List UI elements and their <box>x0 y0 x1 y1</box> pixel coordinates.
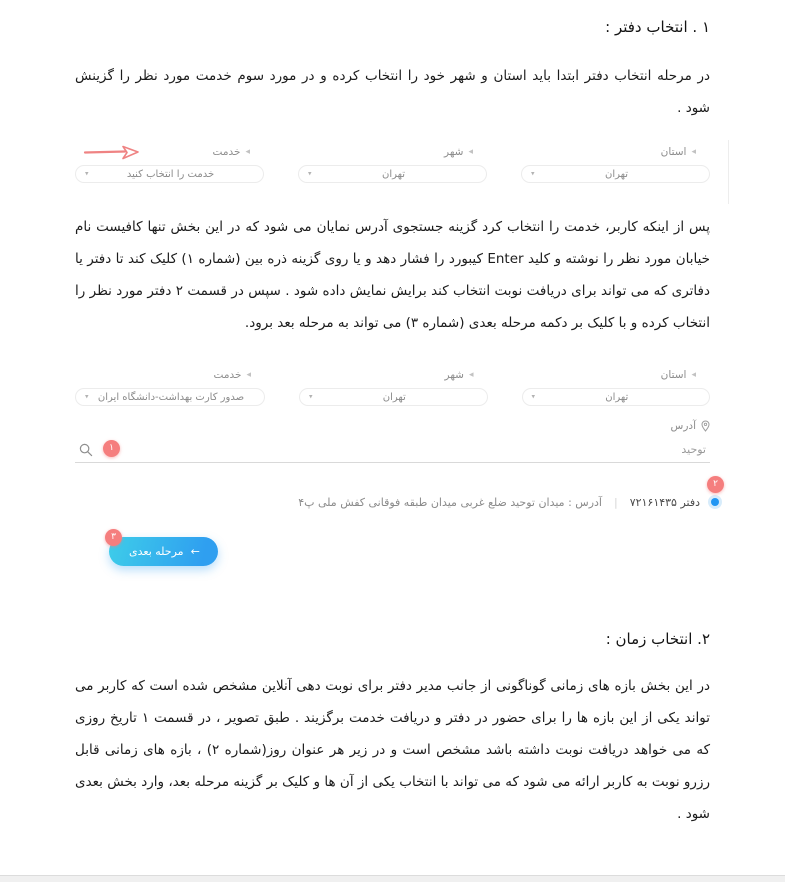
office-name: دفتر ۷۲۱۶۱۴۳۵ <box>629 495 700 509</box>
section1-paragraph-2: پس از اینکه کاربر، خدمت را انتخاب کرد گزینه جستجوی آدرس نمایان می شود که در این بخش تنها کافیست نام خیابان مورد نظر را نوشته و کلید Enter کیبورد را فشار دهد و یا روی گزینه ذره بین (شماره ۱) کلیک کند تا دفتر یا دفاتری که می تواند برای دریافت نوبت انتخاب کند برایش نمایش داده شود . سپس در قسمت ۲ دفتر مورد نظر را انتخاب کرده و با کلیک بر دکمه مرحله بعدی (شماره ۳) می تواند به مرحله بعد برود. <box>75 219 711 331</box>
address-search-input[interactable] <box>75 436 710 463</box>
province-select[interactable] <box>522 388 711 406</box>
next-step-button-label: مرحله بعدی <box>129 545 184 558</box>
field-marker-icon: ◂ <box>246 369 251 380</box>
service-placeholder: خدمت را انتخاب کنید <box>126 168 215 180</box>
service-select[interactable] <box>75 165 264 183</box>
office-filter-form-screenshot <box>75 144 710 183</box>
radio-dot <box>711 498 719 506</box>
service-label <box>75 144 264 160</box>
province-field <box>521 144 710 183</box>
caret-down-icon: ▾ <box>308 169 312 178</box>
window-bottom-edge <box>0 875 785 882</box>
province-value: تهران <box>605 391 629 403</box>
annotation-badge-1: ۱ <box>103 440 120 457</box>
next-step-button[interactable] <box>109 532 218 566</box>
annotation-badge-2: ۲ <box>707 476 724 493</box>
section2-heading: ۲. انتخاب زمان : <box>605 630 710 648</box>
caret-down-icon: ▾ <box>85 392 89 401</box>
province-field <box>522 367 711 406</box>
red-annotation-arrow-icon <box>83 145 141 160</box>
map-pin-icon <box>701 420 710 432</box>
service-field <box>75 367 265 406</box>
result-separator: | <box>613 495 618 509</box>
search-icon[interactable] <box>79 442 93 461</box>
field-marker-icon: ◂ <box>245 146 250 157</box>
city-select[interactable] <box>299 388 488 406</box>
province-select[interactable] <box>521 165 710 183</box>
office-search-form-screenshot <box>75 367 718 566</box>
address-label <box>75 418 710 434</box>
office-address: آدرس : میدان توحید ضلع غربی میدان طبقه فوقانی کفش ملی پ۴ <box>298 495 602 509</box>
section2-paragraph: در این بخش بازه های زمانی گوناگونی از جانب مدیر دفتر برای نوبت دهی آنلاین مشخص شده است که کاربر می تواند یکی از این بازه ها را برای حضور در دفتر و دریافت خدمت برگزیند . طبق تصویر ، در قسمت ۱ تاریخ روزی که می خواهد دریافت نوبت داشته باشد مشخص است و در زیر هر عنوان روز(شماره ۲) ، بازه های زمانی قابل رزرو نوبت به کاربر ارائه می شود که می تواند با انتخاب یکی از آن ها و کلیک بر گزینه مرحله بعد، وارد بخش بعدی شود . <box>75 678 710 822</box>
filter-row <box>75 367 710 406</box>
city-label <box>298 144 487 160</box>
screenshot-edge-divider <box>728 140 729 204</box>
service-label-text: خدمت <box>213 369 242 381</box>
service-value: صدور کارت بهداشت-دانشگاه ایران <box>97 391 245 403</box>
section1-heading: ۱ . انتخاب دفتر : <box>605 18 710 36</box>
province-value: تهران <box>604 168 629 180</box>
field-marker-icon: ◂ <box>468 146 473 157</box>
field-marker-icon: ◂ <box>691 146 696 157</box>
city-value: تهران <box>381 168 406 180</box>
province-label-text: استان <box>660 146 687 158</box>
city-label <box>299 367 488 383</box>
address-search-value: توحید <box>681 443 706 456</box>
city-value: تهران <box>382 391 406 403</box>
left-arrow-icon: ← <box>190 545 200 558</box>
caret-down-icon: ▾ <box>309 392 313 401</box>
field-marker-icon: ◂ <box>468 369 474 380</box>
province-label <box>522 367 711 383</box>
annotation-badge-3: ۳ <box>105 529 122 546</box>
field-marker-icon: ◂ <box>691 369 696 380</box>
caret-down-icon: ▾ <box>531 169 535 178</box>
address-label-text: آدرس <box>670 420 696 432</box>
filter-row <box>75 144 710 183</box>
city-field <box>299 367 488 406</box>
caret-down-icon: ▾ <box>85 169 89 178</box>
service-field <box>75 144 264 183</box>
caret-down-icon: ▾ <box>531 392 536 401</box>
service-label-text: خدمت <box>212 146 241 158</box>
address-search-block <box>75 418 710 463</box>
province-label <box>521 144 710 160</box>
office-result-row[interactable] <box>75 479 722 509</box>
service-select[interactable] <box>75 388 265 406</box>
office-radio-selected[interactable] <box>708 495 722 509</box>
city-field <box>298 144 487 183</box>
province-label-text: استان <box>660 369 687 381</box>
section1-paragraph-1: در مرحله انتخاب دفتر ابتدا باید استان و شهر خود را انتخاب کرده و در مورد سوم خدمت مورد نظر را گزینش شود . <box>75 68 710 116</box>
city-label-text: شهر <box>444 146 464 158</box>
city-label-text: شهر <box>444 369 464 381</box>
city-select[interactable] <box>298 165 487 183</box>
service-label <box>75 367 265 383</box>
next-step-button-area <box>75 532 710 566</box>
